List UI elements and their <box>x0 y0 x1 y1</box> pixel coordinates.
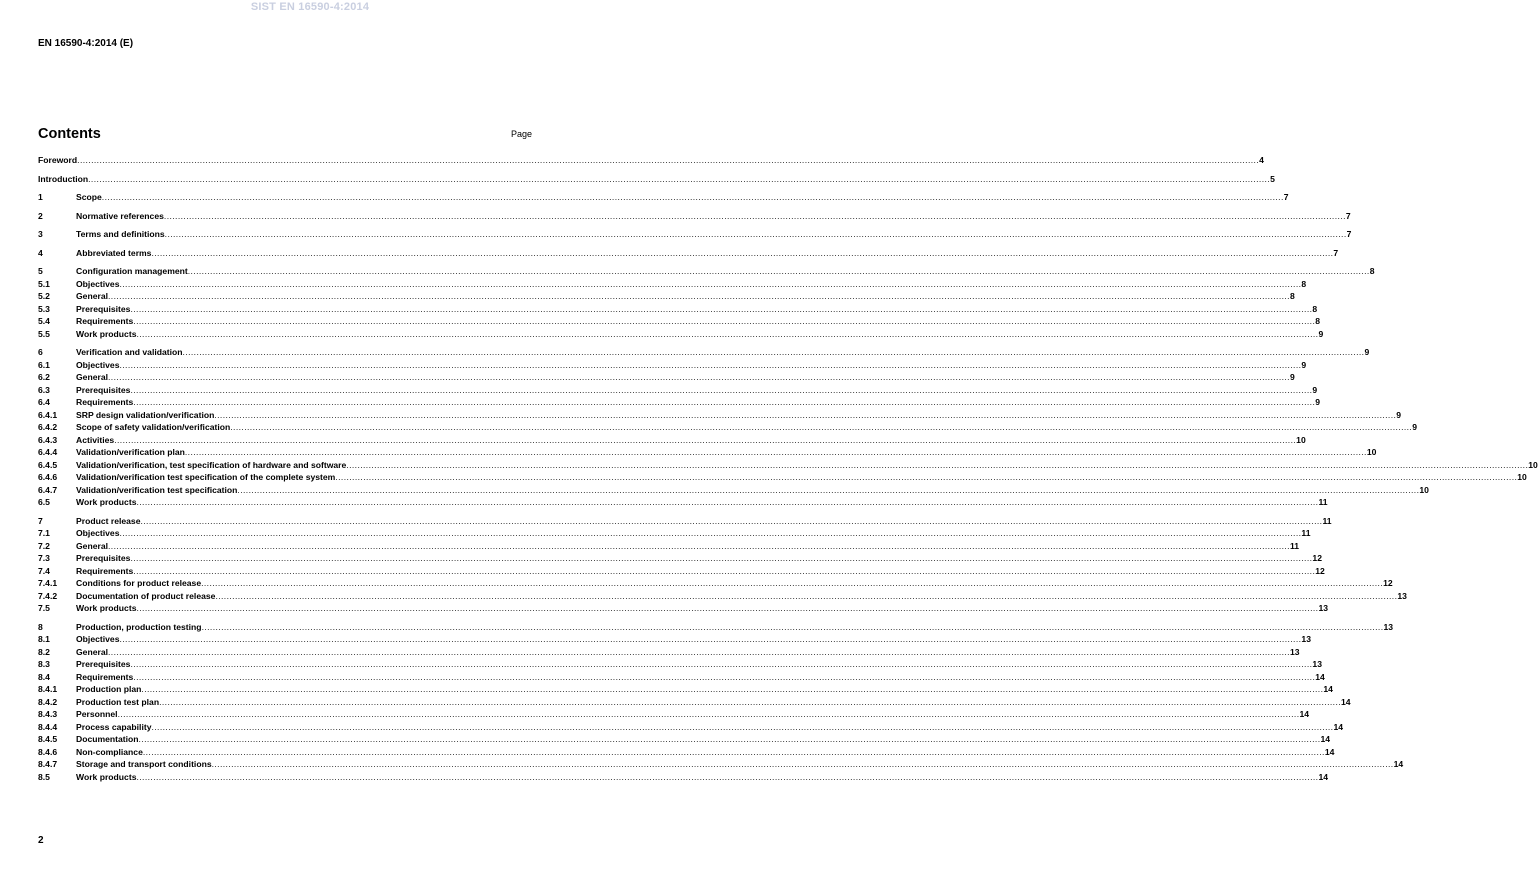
toc-entry-title: Process capability <box>76 721 152 732</box>
toc-entry-title: General <box>76 540 109 551</box>
toc-entry-title: Conditions for product release <box>76 578 202 588</box>
toc-entry[interactable] <box>38 590 1407 603</box>
toc-entry-number: 6.4.6 <box>38 472 58 482</box>
toc-entry[interactable] <box>38 154 1264 167</box>
toc-entry[interactable] <box>38 496 1328 509</box>
toc-dot-leader <box>130 552 1312 565</box>
table-of-contents <box>38 154 1538 783</box>
toc-entry-page: 9 <box>1318 328 1324 339</box>
toc-dot-leader <box>346 459 1528 472</box>
toc-entry[interactable] <box>38 602 1328 615</box>
toc-entry-page: 9 <box>1412 422 1417 432</box>
toc-entry[interactable] <box>38 228 1352 241</box>
toc-dot-leader <box>151 247 1333 260</box>
toc-entry-title: Verification and validation <box>76 347 183 357</box>
document-id: EN 16590-4:2014 (E) <box>38 38 134 49</box>
toc-entry[interactable] <box>38 577 1393 590</box>
toc-entry-number: 8 <box>38 621 43 632</box>
toc-entry-title: Documentation of product release <box>76 590 216 601</box>
toc-entry-title: Personnel <box>76 709 118 719</box>
toc-dot-leader <box>133 565 1315 578</box>
toc-dot-leader <box>139 733 1321 746</box>
toc-dot-leader <box>185 446 1367 459</box>
toc-entry[interactable] <box>38 210 1351 223</box>
toc-entry[interactable] <box>38 633 1311 646</box>
toc-entry-title: Validation/verification test specification of the complete system <box>76 472 336 482</box>
toc-dot-leader <box>136 496 1318 509</box>
toc-entry[interactable] <box>38 371 1295 384</box>
toc-dot-leader <box>212 758 1394 771</box>
toc-entry-page: 7 <box>1333 247 1339 258</box>
toc-entry-page: 14 <box>1299 709 1310 719</box>
toc-entry-page: 12 <box>1383 578 1393 588</box>
toc-entry[interactable] <box>38 471 1527 484</box>
toc-dot-leader <box>183 346 1365 359</box>
toc-entry[interactable] <box>38 683 1333 696</box>
toc-entry[interactable] <box>38 733 1331 746</box>
toc-entry-number: 8.4 <box>38 671 50 682</box>
toc-entry[interactable] <box>38 646 1300 659</box>
toc-entry-title: Prerequisites <box>76 303 131 314</box>
toc-entry-title: Abbreviated terms <box>76 247 152 258</box>
toc-dot-leader <box>133 671 1315 684</box>
toc-entry-title: Objectives <box>76 359 120 370</box>
page-column-label: Page <box>511 129 533 139</box>
toc-entry-title: Requirements <box>76 565 134 576</box>
toc-entry-number: 6 <box>38 347 43 357</box>
toc-entry-title: Validation/verification, test specification of hardware and software <box>76 459 347 470</box>
toc-entry-title: Foreword <box>38 155 78 165</box>
toc-entry-page: 8 <box>1315 316 1321 326</box>
toc-entry-title: Scope <box>76 192 102 202</box>
toc-entry-title: Objectives <box>76 528 120 538</box>
toc-dot-leader <box>108 646 1290 659</box>
toc-dot-leader <box>214 409 1396 422</box>
toc-entry-number: 6.4.7 <box>38 484 58 495</box>
toc-dot-leader <box>133 396 1315 409</box>
toc-entry-number: 7 <box>38 515 43 526</box>
toc-entry[interactable] <box>38 265 1375 278</box>
toc-entry-title: Product release <box>76 515 141 526</box>
toc-entry-number: 8.4.7 <box>38 759 58 769</box>
toc-entry-title: Documentation <box>76 734 139 744</box>
toc-entry-number: 5.1 <box>38 278 50 289</box>
toc-entry-number: 4 <box>38 247 43 258</box>
toc-entry-number: 8.4.4 <box>38 721 58 732</box>
toc-entry[interactable] <box>38 290 1295 303</box>
toc-entry[interactable] <box>38 247 1339 260</box>
toc-entry-title: Validation/verification plan <box>76 447 185 457</box>
toc-entry-title: General <box>76 372 109 382</box>
toc-dot-leader <box>202 621 1384 634</box>
toc-entry-number: 5.3 <box>38 303 50 314</box>
toc-entry[interactable] <box>38 758 1404 771</box>
toc-dot-leader <box>119 633 1301 646</box>
watermark-text: SIST EN 16590-4:2014 <box>250 1 370 13</box>
toc-entry-number: 8.4.1 <box>38 684 58 694</box>
toc-entry[interactable] <box>38 191 1289 204</box>
toc-entry-number: 6.4.3 <box>38 434 58 445</box>
toc-dot-leader <box>77 154 1259 167</box>
toc-dot-leader <box>143 746 1325 759</box>
toc-dot-leader <box>230 421 1412 434</box>
toc-entry-title: Production test plan <box>76 696 160 707</box>
toc-entry[interactable] <box>38 434 1306 447</box>
toc-entry-number: 5.2 <box>38 291 50 301</box>
page-number: 2 <box>38 835 44 846</box>
toc-entry[interactable] <box>38 303 1318 316</box>
toc-dot-leader <box>102 191 1284 204</box>
toc-entry-number: 8.4.6 <box>38 746 58 757</box>
toc-entry-page: 10 <box>1366 447 1377 457</box>
toc-entry[interactable] <box>38 359 1307 372</box>
toc-entry-page: 9 <box>1289 372 1295 382</box>
toc-entry-title: Work products <box>76 497 137 507</box>
toc-entry-title: Production, production testing <box>76 621 202 632</box>
toc-entry-title: Objectives <box>76 634 120 644</box>
toc-entry-number: 7.3 <box>38 553 50 563</box>
toc-entry-page: 11 <box>1322 515 1332 526</box>
toc-dot-leader <box>136 602 1318 615</box>
toc-dot-leader <box>164 210 1346 223</box>
toc-entry-title: Normative references <box>76 210 164 221</box>
toc-entry-title: Prerequisites <box>76 553 131 563</box>
toc-entry[interactable] <box>38 658 1322 671</box>
toc-entry[interactable] <box>38 515 1332 528</box>
toc-entry-page: 14 <box>1393 759 1404 769</box>
toc-entry-page: 12 <box>1315 565 1325 576</box>
toc-entry[interactable] <box>38 328 1324 341</box>
toc-entry-number: 6.2 <box>38 372 50 382</box>
toc-entry-title: General <box>76 646 109 657</box>
toc-dot-leader <box>141 683 1323 696</box>
toc-entry-number: 7.2 <box>38 540 50 551</box>
toc-entry-title: Production plan <box>76 684 142 694</box>
toc-entry-page: 14 <box>1341 696 1351 707</box>
toc-entry[interactable] <box>38 671 1325 684</box>
toc-entry-page: 9 <box>1301 359 1307 370</box>
toc-entry-page: 11 <box>1301 528 1311 538</box>
toc-dot-leader <box>165 228 1347 241</box>
toc-entry-page: 9 <box>1364 347 1370 357</box>
toc-entry-number: 7.4.2 <box>38 590 58 601</box>
toc-entry-number: 6.5 <box>38 497 50 507</box>
toc-entry-page: 14 <box>1315 671 1325 682</box>
toc-entry-title: Storage and transport conditions <box>76 759 212 769</box>
toc-entry-title: Introduction <box>38 173 89 184</box>
toc-dot-leader <box>108 290 1290 303</box>
toc-dot-leader <box>136 771 1318 784</box>
toc-entry[interactable] <box>38 527 1311 540</box>
toc-entry-number: 8.4.5 <box>38 734 58 744</box>
toc-entry-page: 11 <box>1318 497 1328 507</box>
toc-entry-number: 6.4.1 <box>38 409 58 420</box>
toc-entry[interactable] <box>38 459 1538 472</box>
toc-entry[interactable] <box>38 315 1321 328</box>
toc-entry-number: 7.5 <box>38 603 50 613</box>
toc-entry-number: 7.4 <box>38 565 50 576</box>
toc-entry-title: Work products <box>76 603 137 613</box>
toc-entry[interactable] <box>38 346 1370 359</box>
toc-entry[interactable] <box>38 565 1325 578</box>
toc-entry-title: Work products <box>76 771 137 782</box>
toc-entry-title: Activities <box>76 434 115 445</box>
toc-entry-page: 13 <box>1397 590 1407 601</box>
toc-entry[interactable] <box>38 708 1310 721</box>
toc-entry-number: 6.4 <box>38 397 50 407</box>
toc-entry-page: 8 <box>1289 291 1295 301</box>
toc-entry-title: SRP design validation/verification <box>76 409 215 420</box>
toc-entry-page: 14 <box>1333 721 1343 732</box>
toc-entry-page: 13 <box>1318 603 1328 613</box>
toc-entry-page: 10 <box>1296 434 1306 445</box>
toc-entry-number: 6.1 <box>38 359 50 370</box>
toc-dot-leader <box>133 315 1315 328</box>
toc-entry-number: 5.4 <box>38 316 50 326</box>
toc-dot-leader <box>88 173 1270 186</box>
toc-entry-page: 11 <box>1289 540 1300 551</box>
toc-dot-leader <box>108 371 1290 384</box>
toc-dot-leader <box>151 721 1333 734</box>
toc-entry-number: 5.5 <box>38 328 50 339</box>
toc-entry-page: 7 <box>1283 192 1289 202</box>
toc-entry-page: 8 <box>1369 266 1375 276</box>
toc-entry-page: 14 <box>1323 684 1333 694</box>
toc-entry-page: 5 <box>1270 173 1275 184</box>
toc-dot-leader <box>118 708 1300 721</box>
toc-entry[interactable] <box>38 446 1377 459</box>
toc-entry[interactable] <box>38 173 1275 186</box>
toc-entry-page: 14 <box>1318 771 1328 782</box>
toc-entry-number: 7.4.1 <box>38 578 58 588</box>
toc-entry-number: 3 <box>38 229 43 239</box>
toc-entry-number: 6.4.2 <box>38 422 58 432</box>
toc-dot-leader <box>188 265 1370 278</box>
toc-entry-number: 6.4.5 <box>38 459 58 470</box>
toc-entry-title: Prerequisites <box>76 659 131 669</box>
toc-entry[interactable] <box>38 721 1343 734</box>
toc-entry-number: 8.4.3 <box>38 709 58 719</box>
toc-entry-number: 6.4.4 <box>38 447 58 457</box>
toc-entry-page: 13 <box>1301 634 1311 644</box>
toc-dot-leader <box>119 278 1301 291</box>
toc-dot-leader <box>237 484 1419 497</box>
toc-entry-number: 6.3 <box>38 384 50 395</box>
toc-entry[interactable] <box>38 278 1307 291</box>
toc-dot-leader <box>159 696 1341 709</box>
toc-entry-page: 9 <box>1312 384 1318 395</box>
toc-entry-page: 14 <box>1324 746 1335 757</box>
toc-entry-number: 5 <box>38 266 43 276</box>
toc-entry-page: 10 <box>1419 484 1429 495</box>
toc-entry-title: Requirements <box>76 316 134 326</box>
toc-entry-title: Requirements <box>76 397 134 407</box>
toc-entry-page: 13 <box>1312 659 1322 669</box>
toc-entry[interactable] <box>38 396 1321 409</box>
toc-entry-page: 9 <box>1315 397 1321 407</box>
toc-entry-title: Objectives <box>76 278 120 289</box>
toc-entry-number: 1 <box>38 192 43 202</box>
toc-dot-leader <box>136 328 1318 341</box>
toc-entry-title: Configuration management <box>76 266 188 276</box>
toc-entry[interactable] <box>38 484 1429 497</box>
toc-entry-page: 13 <box>1289 646 1300 657</box>
toc-entry[interactable] <box>38 552 1322 565</box>
toc-entry-page: 9 <box>1396 409 1402 420</box>
toc-dot-leader <box>215 590 1397 603</box>
toc-entry-title: Terms and definitions <box>76 229 165 239</box>
toc-entry[interactable] <box>38 421 1417 434</box>
toc-entry-number: 8.1 <box>38 634 50 644</box>
toc-dot-leader <box>130 658 1312 671</box>
toc-dot-leader <box>108 540 1290 553</box>
toc-entry[interactable] <box>38 621 1394 634</box>
toc-entry-page: 10 <box>1528 459 1538 470</box>
toc-entry-title: Scope of safety validation/verification <box>76 422 231 432</box>
toc-entry-page: 14 <box>1320 734 1331 744</box>
toc-entry-page: 4 <box>1259 155 1264 165</box>
toc-dot-leader <box>119 359 1301 372</box>
toc-dot-leader <box>130 303 1312 316</box>
toc-entry-title: Work products <box>76 328 137 339</box>
toc-entry-page: 13 <box>1383 621 1394 632</box>
toc-entry[interactable] <box>38 746 1335 759</box>
toc-entry-title: Validation/verification test specification <box>76 484 238 495</box>
toc-entry-number: 8.5 <box>38 771 50 782</box>
toc-entry-title: General <box>76 291 109 301</box>
toc-dot-leader <box>140 515 1322 528</box>
toc-entry[interactable] <box>38 540 1300 553</box>
toc-dot-leader <box>119 527 1301 540</box>
toc-entry-title: Prerequisites <box>76 384 131 395</box>
toc-dot-leader <box>114 434 1296 447</box>
contents-title: Contents <box>38 126 101 142</box>
toc-entry-number: 8.2 <box>38 646 50 657</box>
toc-entry-page: 8 <box>1312 303 1318 314</box>
toc-entry[interactable] <box>38 696 1351 709</box>
toc-entry[interactable] <box>38 409 1402 422</box>
toc-entry-number: 8.4.2 <box>38 696 58 707</box>
toc-entry-title: Non-compliance <box>76 746 143 757</box>
toc-dot-leader <box>201 577 1383 590</box>
toc-dot-leader <box>335 471 1517 484</box>
toc-entry[interactable] <box>38 771 1328 784</box>
toc-entry-page: 7 <box>1346 229 1352 239</box>
toc-entry-title: Requirements <box>76 671 134 682</box>
toc-entry[interactable] <box>38 384 1318 397</box>
toc-entry-page: 8 <box>1301 278 1307 289</box>
toc-entry-number: 8.3 <box>38 659 50 669</box>
toc-entry-number: 2 <box>38 210 43 221</box>
toc-entry-page: 12 <box>1312 553 1322 563</box>
toc-entry-page: 10 <box>1517 472 1527 482</box>
toc-dot-leader <box>130 384 1312 397</box>
toc-entry-page: 7 <box>1345 210 1351 221</box>
toc-entry-number: 7.1 <box>38 528 50 538</box>
